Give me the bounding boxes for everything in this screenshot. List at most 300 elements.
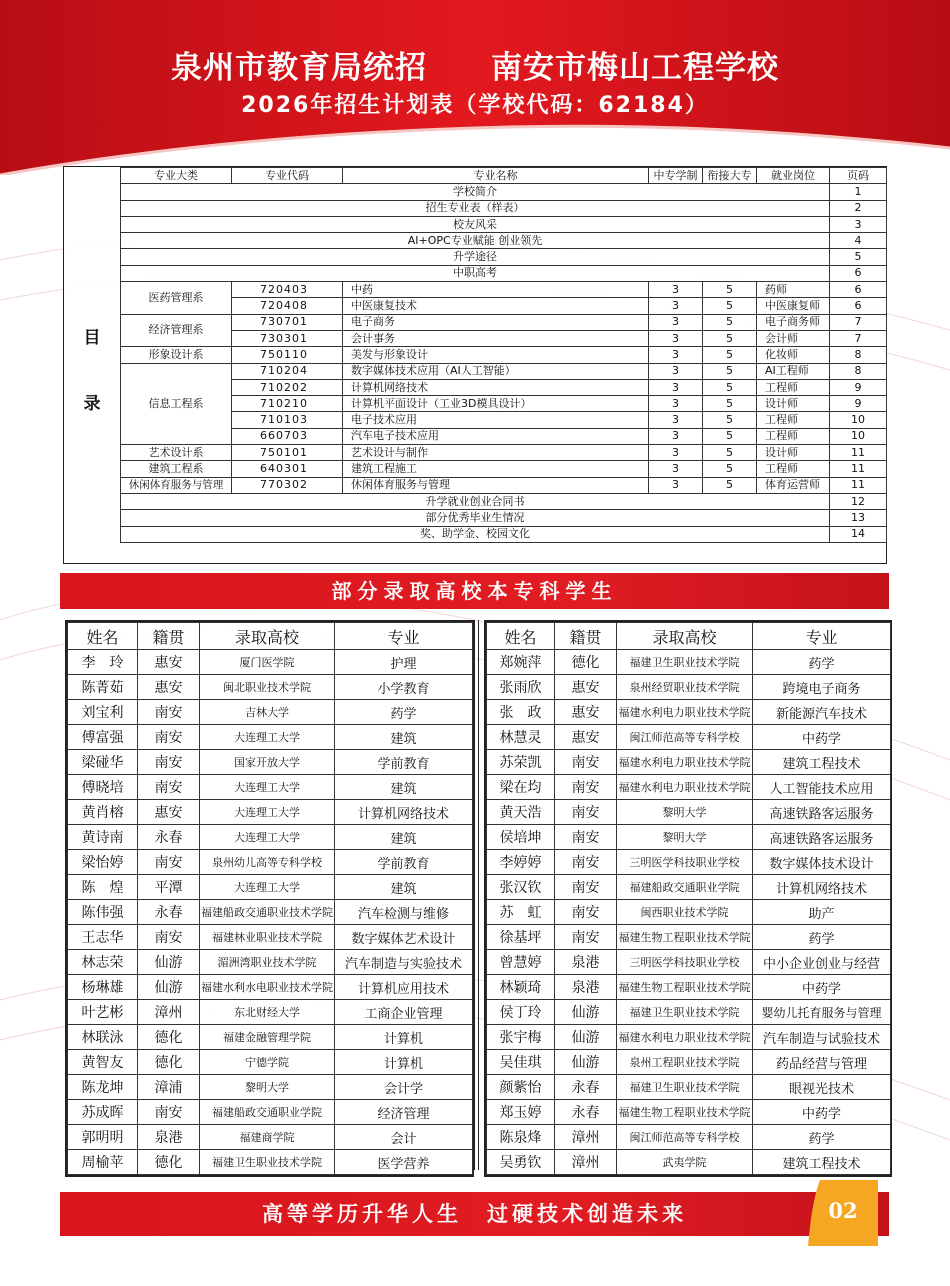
student-major: 会计 xyxy=(335,1125,473,1150)
student-university: 吉林大学 xyxy=(200,700,335,725)
student-university: 福建船政交通职业技术学院 xyxy=(200,900,335,925)
student-name: 李婷婷 xyxy=(487,850,555,875)
contents-major-row xyxy=(121,396,887,412)
student-hometown: 南安 xyxy=(555,800,617,825)
student-row xyxy=(68,850,473,875)
student-major: 计算机 xyxy=(335,1050,473,1075)
major-college-cell: 5 xyxy=(703,428,757,444)
major-name-cell: 汽车电子技术应用 xyxy=(343,428,649,444)
student-row xyxy=(487,975,891,1000)
column-divider xyxy=(474,620,479,1170)
student-row xyxy=(487,725,891,750)
student-hometown: 永春 xyxy=(138,825,200,850)
contents-major-row xyxy=(121,363,887,379)
students-header-cell: 姓名 xyxy=(487,623,555,650)
student-hometown: 南安 xyxy=(138,850,200,875)
student-university: 福建卫生职业技术学院 xyxy=(617,1000,753,1025)
student-hometown: 惠安 xyxy=(138,800,200,825)
major-name-cell: 电子商务 xyxy=(343,314,649,330)
contents-section-title: 招生专业表（样表） xyxy=(121,200,830,216)
major-college-cell: 5 xyxy=(703,461,757,477)
student-university: 黎明大学 xyxy=(617,800,753,825)
student-row xyxy=(487,800,891,825)
student-university: 大连理工大学 xyxy=(200,725,335,750)
student-major: 药品经营与管理 xyxy=(753,1050,891,1075)
student-hometown: 南安 xyxy=(138,750,200,775)
student-university: 福建卫生职业技术学院 xyxy=(617,1075,753,1100)
student-university: 厦门医学院 xyxy=(200,650,335,675)
student-row xyxy=(487,650,891,675)
major-code-cell: 710202 xyxy=(232,379,343,395)
student-university: 闽江师范高等专科学校 xyxy=(617,725,753,750)
major-name-cell: 电子技术应用 xyxy=(343,412,649,428)
student-major: 汽车检测与维修 xyxy=(335,900,473,925)
contents-header-cell: 就业岗位 xyxy=(757,168,830,184)
contents-page-cell: 13 xyxy=(830,510,887,526)
student-major: 计算机 xyxy=(335,1025,473,1050)
contents-section-title: AI+OPC专业赋能 创业领先 xyxy=(121,233,830,249)
major-job-cell: AI工程师 xyxy=(757,363,830,379)
student-university: 福建生物工程职业技术学院 xyxy=(617,925,753,950)
contents-page-cell: 7 xyxy=(830,330,887,346)
contents-page-cell: 10 xyxy=(830,428,887,444)
major-college-cell: 5 xyxy=(703,477,757,493)
major-name-cell: 中药 xyxy=(343,282,649,298)
contents-page-cell: 9 xyxy=(830,379,887,395)
contents-page-cell: 6 xyxy=(830,282,887,298)
contents-major-row xyxy=(121,282,887,298)
student-university: 大连理工大学 xyxy=(200,875,335,900)
student-hometown: 南安 xyxy=(555,775,617,800)
student-major: 建筑工程技术 xyxy=(753,750,891,775)
contents-header-cell: 中专学制 xyxy=(649,168,703,184)
students-header-cell: 籍贯 xyxy=(138,623,200,650)
student-hometown: 仙游 xyxy=(555,1050,617,1075)
student-row xyxy=(487,1000,891,1025)
student-major: 经济管理 xyxy=(335,1100,473,1125)
contents-major-row xyxy=(121,298,887,314)
student-row xyxy=(68,1050,473,1075)
student-university: 福建船政交通职业学院 xyxy=(200,1100,335,1125)
contents-row xyxy=(121,493,887,509)
contents-header-row xyxy=(121,168,887,184)
major-job-cell: 设计师 xyxy=(757,396,830,412)
student-name: 黄天浩 xyxy=(487,800,555,825)
major-job-cell: 设计师 xyxy=(757,445,830,461)
student-row xyxy=(487,900,891,925)
student-row xyxy=(487,775,891,800)
major-college-cell: 5 xyxy=(703,347,757,363)
contents-row xyxy=(121,249,887,265)
major-years-cell: 3 xyxy=(649,282,703,298)
contents-label-lu: 录 xyxy=(83,394,101,414)
student-university: 泉州工程职业技术学院 xyxy=(617,1050,753,1075)
student-name: 梁在均 xyxy=(487,775,555,800)
student-name: 陈泉烽 xyxy=(487,1125,555,1150)
student-row xyxy=(487,950,891,975)
student-row xyxy=(68,700,473,725)
student-name: 张 政 xyxy=(487,700,555,725)
student-university: 黎明大学 xyxy=(617,825,753,850)
major-years-cell: 3 xyxy=(649,461,703,477)
major-code-cell: 720403 xyxy=(232,282,343,298)
student-row xyxy=(68,825,473,850)
student-major: 计算机网络技术 xyxy=(753,875,891,900)
student-university: 福建水利电力职业技术学院 xyxy=(617,700,753,725)
student-major: 中药学 xyxy=(753,975,891,1000)
student-major: 学前教育 xyxy=(335,750,473,775)
student-university: 福建船政交通职业学院 xyxy=(617,875,753,900)
major-category-cell: 形象设计系 xyxy=(121,347,232,363)
student-row xyxy=(487,1025,891,1050)
contents-row xyxy=(121,233,887,249)
student-hometown: 南安 xyxy=(138,775,200,800)
major-category-cell: 休闲体育服务与管理 xyxy=(121,477,232,493)
students-table-right xyxy=(484,620,892,1177)
student-hometown: 惠安 xyxy=(555,725,617,750)
student-major: 建筑 xyxy=(335,825,473,850)
major-code-cell: 710103 xyxy=(232,412,343,428)
student-row xyxy=(68,875,473,900)
student-row xyxy=(68,800,473,825)
contents-page-cell: 2 xyxy=(830,200,887,216)
student-hometown: 德化 xyxy=(138,1050,200,1075)
student-university: 大连理工大学 xyxy=(200,775,335,800)
admission-banner: 部分录取高校本专科学生 xyxy=(60,573,889,609)
student-name: 林联泳 xyxy=(68,1025,138,1050)
student-major: 学前教育 xyxy=(335,850,473,875)
contents-header-cell: 专业大类 xyxy=(121,168,232,184)
student-major: 跨境电子商务 xyxy=(753,675,891,700)
contents-section-title: 升学就业创业合同书 xyxy=(121,493,830,509)
student-name: 苏成晖 xyxy=(68,1100,138,1125)
contents-page-cell: 11 xyxy=(830,477,887,493)
students-grid-left xyxy=(67,622,473,1175)
header-title: 泉州市教育局统招 南安市梅山工程学校 xyxy=(171,50,779,86)
student-major: 汽车制造与试验技术 xyxy=(753,1025,891,1050)
student-name: 郑玉婷 xyxy=(487,1100,555,1125)
major-job-cell: 工程师 xyxy=(757,428,830,444)
major-name-cell: 数字媒体技术应用（AI人工智能） xyxy=(343,363,649,379)
major-code-cell: 710210 xyxy=(232,396,343,412)
student-hometown: 永春 xyxy=(555,1075,617,1100)
contents-page-cell: 6 xyxy=(830,265,887,281)
header-subtitle: 2026年招生计划表（学校代码：62184） xyxy=(241,93,709,118)
student-name: 侯丁玲 xyxy=(487,1000,555,1025)
student-major: 汽车制造与实验技术 xyxy=(335,950,473,975)
student-hometown: 泉港 xyxy=(138,1125,200,1150)
major-code-cell: 660703 xyxy=(232,428,343,444)
contents-page-cell: 3 xyxy=(830,216,887,232)
student-name: 吴佳琪 xyxy=(487,1050,555,1075)
student-name: 苏 虹 xyxy=(487,900,555,925)
student-name: 王志华 xyxy=(68,925,138,950)
student-hometown: 惠安 xyxy=(138,650,200,675)
contents-major-row xyxy=(121,477,887,493)
major-code-cell: 750110 xyxy=(232,347,343,363)
student-hometown: 泉港 xyxy=(555,950,617,975)
student-hometown: 南安 xyxy=(138,725,200,750)
student-name: 杨琳雄 xyxy=(68,975,138,1000)
student-row xyxy=(68,925,473,950)
student-row xyxy=(487,875,891,900)
student-university: 闽江师范高等专科学校 xyxy=(617,1125,753,1150)
major-years-cell: 3 xyxy=(649,379,703,395)
student-row xyxy=(487,1075,891,1100)
student-name: 陈 煌 xyxy=(68,875,138,900)
student-major: 小学教育 xyxy=(335,675,473,700)
contents-page-cell: 9 xyxy=(830,396,887,412)
contents-page-cell: 11 xyxy=(830,445,887,461)
student-row xyxy=(487,1150,891,1175)
student-hometown: 漳州 xyxy=(555,1125,617,1150)
student-university: 东北财经大学 xyxy=(200,1000,335,1025)
student-name: 李 玲 xyxy=(68,650,138,675)
student-major: 药学 xyxy=(335,700,473,725)
contents-table xyxy=(63,166,887,564)
student-major: 药学 xyxy=(753,650,891,675)
student-name: 刘宝利 xyxy=(68,700,138,725)
major-name-cell: 美发与形象设计 xyxy=(343,347,649,363)
student-name: 林志荣 xyxy=(68,950,138,975)
major-name-cell: 中医康复技术 xyxy=(343,298,649,314)
student-name: 陈伟强 xyxy=(68,900,138,925)
student-row xyxy=(487,700,891,725)
major-years-cell: 3 xyxy=(649,347,703,363)
student-university: 福建生物工程职业技术学院 xyxy=(617,975,753,1000)
student-name: 林慧灵 xyxy=(487,725,555,750)
contents-page-cell: 6 xyxy=(830,298,887,314)
major-years-cell: 3 xyxy=(649,428,703,444)
student-row xyxy=(487,825,891,850)
student-row xyxy=(68,675,473,700)
student-hometown: 平潭 xyxy=(138,875,200,900)
contents-row xyxy=(121,265,887,281)
student-hometown: 南安 xyxy=(138,925,200,950)
student-university: 福建水利电力职业技术学院 xyxy=(617,750,753,775)
major-name-cell: 会计事务 xyxy=(343,330,649,346)
student-hometown: 惠安 xyxy=(555,675,617,700)
student-university: 大连理工大学 xyxy=(200,800,335,825)
contents-page-cell: 4 xyxy=(830,233,887,249)
student-row xyxy=(68,750,473,775)
student-row xyxy=(68,1125,473,1150)
student-major: 建筑 xyxy=(335,775,473,800)
contents-section-title: 升学途径 xyxy=(121,249,830,265)
student-university: 大连理工大学 xyxy=(200,825,335,850)
student-hometown: 南安 xyxy=(138,1100,200,1125)
major-name-cell: 休闲体育服务与管理 xyxy=(343,477,649,493)
contents-row xyxy=(121,510,887,526)
contents-header-cell: 专业名称 xyxy=(343,168,649,184)
student-hometown: 南安 xyxy=(138,700,200,725)
students-header-cell: 专业 xyxy=(753,623,891,650)
student-major: 助产 xyxy=(753,900,891,925)
student-name: 张雨欣 xyxy=(487,675,555,700)
student-university: 福建生物工程职业技术学院 xyxy=(617,1100,753,1125)
student-name: 傅富强 xyxy=(68,725,138,750)
student-university: 三明医学科技职业学校 xyxy=(617,950,753,975)
major-job-cell: 工程师 xyxy=(757,461,830,477)
student-hometown: 惠安 xyxy=(138,675,200,700)
student-hometown: 南安 xyxy=(555,750,617,775)
students-header-cell: 姓名 xyxy=(68,623,138,650)
student-hometown: 仙游 xyxy=(138,950,200,975)
major-code-cell: 720408 xyxy=(232,298,343,314)
student-major: 建筑工程技术 xyxy=(753,1150,891,1175)
footer-slogan-banner: 高等学历升华人生 过硬技术创造未来 xyxy=(60,1192,889,1236)
student-major: 人工智能技术应用 xyxy=(753,775,891,800)
student-hometown: 德化 xyxy=(138,1025,200,1050)
major-job-cell: 药师 xyxy=(757,282,830,298)
student-major: 眼视光技术 xyxy=(753,1075,891,1100)
student-hometown: 漳州 xyxy=(138,1000,200,1025)
contents-grid xyxy=(120,167,887,543)
student-hometown: 德化 xyxy=(138,1150,200,1175)
student-major: 中药学 xyxy=(753,1100,891,1125)
student-row xyxy=(68,975,473,1000)
major-years-cell: 3 xyxy=(649,412,703,428)
students-header-row xyxy=(68,623,473,650)
major-college-cell: 5 xyxy=(703,363,757,379)
contents-header-cell: 专业代码 xyxy=(232,168,343,184)
major-category-cell: 经济管理系 xyxy=(121,314,232,347)
major-college-cell: 5 xyxy=(703,379,757,395)
contents-major-row xyxy=(121,379,887,395)
student-major: 医学营养 xyxy=(335,1150,473,1175)
major-years-cell: 3 xyxy=(649,363,703,379)
student-name: 梁碰华 xyxy=(68,750,138,775)
student-name: 郑婉萍 xyxy=(487,650,555,675)
major-name-cell: 建筑工程施工 xyxy=(343,461,649,477)
student-row xyxy=(68,1025,473,1050)
student-name: 陈菁茹 xyxy=(68,675,138,700)
contents-page-cell: 12 xyxy=(830,493,887,509)
students-header-cell: 籍贯 xyxy=(555,623,617,650)
major-category-cell: 医药管理系 xyxy=(121,282,232,315)
student-hometown: 永春 xyxy=(555,1100,617,1125)
student-university: 福建水利电力职业技术学院 xyxy=(617,775,753,800)
student-hometown: 惠安 xyxy=(555,700,617,725)
students-header-row xyxy=(487,623,891,650)
major-job-cell: 工程师 xyxy=(757,412,830,428)
major-name-cell: 艺术设计与制作 xyxy=(343,445,649,461)
student-row xyxy=(68,950,473,975)
student-university: 宁德学院 xyxy=(200,1050,335,1075)
student-major: 婴幼儿托育服务与管理 xyxy=(753,1000,891,1025)
student-row xyxy=(68,650,473,675)
student-hometown: 南安 xyxy=(555,900,617,925)
student-major: 药学 xyxy=(753,1125,891,1150)
student-row xyxy=(487,750,891,775)
student-major: 新能源汽车技术 xyxy=(753,700,891,725)
student-university: 黎明大学 xyxy=(200,1075,335,1100)
major-job-cell: 体育运营师 xyxy=(757,477,830,493)
major-years-cell: 3 xyxy=(649,314,703,330)
students-header-cell: 录取高校 xyxy=(617,623,753,650)
student-university: 泉州幼儿高等专科学校 xyxy=(200,850,335,875)
student-row xyxy=(68,900,473,925)
major-job-cell: 会计师 xyxy=(757,330,830,346)
major-category-cell: 艺术设计系 xyxy=(121,445,232,461)
student-name: 傅晓培 xyxy=(68,775,138,800)
student-hometown: 南安 xyxy=(555,850,617,875)
student-hometown: 漳浦 xyxy=(138,1075,200,1100)
student-name: 苏荣凯 xyxy=(487,750,555,775)
major-code-cell: 640301 xyxy=(232,461,343,477)
student-hometown: 德化 xyxy=(555,650,617,675)
contents-row xyxy=(121,526,887,542)
major-years-cell: 3 xyxy=(649,330,703,346)
major-code-cell: 750101 xyxy=(232,445,343,461)
student-hometown: 仙游 xyxy=(138,975,200,1000)
major-category-cell: 信息工程系 xyxy=(121,363,232,444)
student-row xyxy=(68,725,473,750)
student-university: 福建金融管理学院 xyxy=(200,1025,335,1050)
student-university: 闽西职业技术学院 xyxy=(617,900,753,925)
contents-page-cell: 11 xyxy=(830,461,887,477)
student-name: 梁怡婷 xyxy=(68,850,138,875)
student-major: 建筑 xyxy=(335,875,473,900)
student-major: 建筑 xyxy=(335,725,473,750)
major-college-cell: 5 xyxy=(703,445,757,461)
student-row xyxy=(68,1100,473,1125)
major-college-cell: 5 xyxy=(703,412,757,428)
student-hometown: 仙游 xyxy=(555,1000,617,1025)
major-job-cell: 中医康复师 xyxy=(757,298,830,314)
students-grid-right xyxy=(486,622,891,1175)
contents-header-cell: 页码 xyxy=(830,168,887,184)
major-college-cell: 5 xyxy=(703,396,757,412)
student-university: 闽北职业技术学院 xyxy=(200,675,335,700)
student-name: 颜紫怡 xyxy=(487,1075,555,1100)
major-years-cell: 3 xyxy=(649,477,703,493)
student-row xyxy=(487,675,891,700)
major-code-cell: 730701 xyxy=(232,314,343,330)
student-name: 林颖琦 xyxy=(487,975,555,1000)
contents-major-row xyxy=(121,330,887,346)
student-name: 陈龙坤 xyxy=(68,1075,138,1100)
student-major: 计算机网络技术 xyxy=(335,800,473,825)
contents-major-row xyxy=(121,412,887,428)
contents-page-cell: 10 xyxy=(830,412,887,428)
student-name: 徐基坪 xyxy=(487,925,555,950)
student-university: 福建水利电力职业技术学院 xyxy=(617,1025,753,1050)
student-university: 三明医学科技职业学校 xyxy=(617,850,753,875)
page-number: 02 xyxy=(828,1198,858,1223)
student-major: 中药学 xyxy=(753,725,891,750)
student-major: 药学 xyxy=(753,925,891,950)
students-header-cell: 专业 xyxy=(335,623,473,650)
major-code-cell: 770302 xyxy=(232,477,343,493)
major-years-cell: 3 xyxy=(649,298,703,314)
student-major: 高速铁路客运服务 xyxy=(753,825,891,850)
contents-row xyxy=(121,184,887,200)
major-job-cell: 化妆师 xyxy=(757,347,830,363)
student-university: 国家开放大学 xyxy=(200,750,335,775)
contents-section-title: 中职高考 xyxy=(121,265,830,281)
major-code-cell: 730301 xyxy=(232,330,343,346)
contents-label-mu: 目 xyxy=(83,328,101,348)
student-university: 福建水利水电职业技术学院 xyxy=(200,975,335,1000)
student-hometown: 南安 xyxy=(555,825,617,850)
major-name-cell: 计算机网络技术 xyxy=(343,379,649,395)
student-name: 叶艺彬 xyxy=(68,1000,138,1025)
contents-section-title: 学校简介 xyxy=(121,184,830,200)
student-hometown: 泉港 xyxy=(555,975,617,1000)
contents-section-title: 部分优秀毕业生情况 xyxy=(121,510,830,526)
contents-page-cell: 1 xyxy=(830,184,887,200)
